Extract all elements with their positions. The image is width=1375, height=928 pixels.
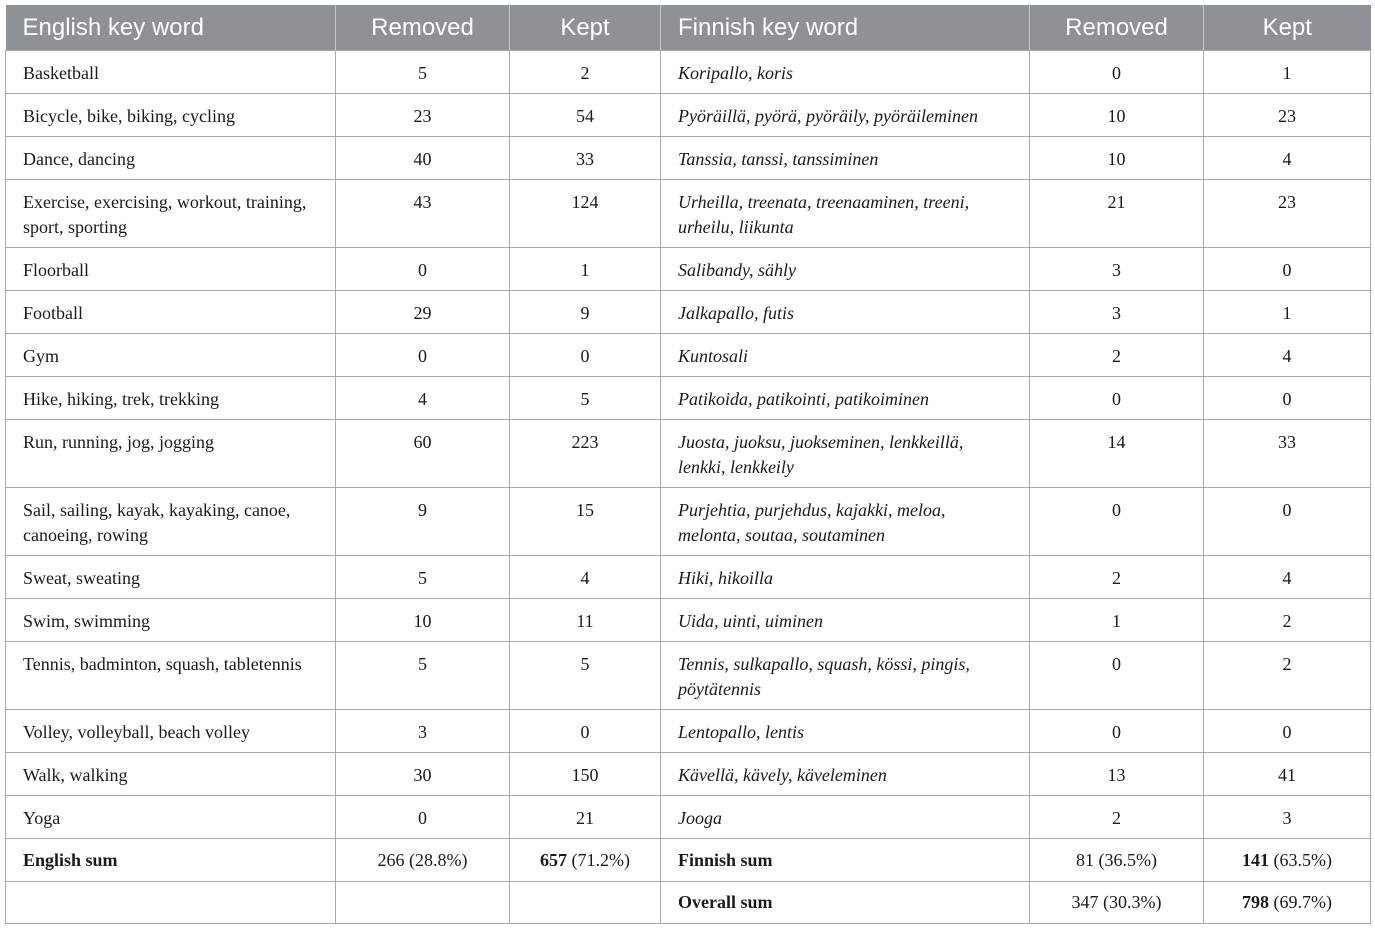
finnish-keyword-cell: Jooga	[661, 796, 1030, 839]
header-finnish-key-word: Finnish key word	[661, 5, 1030, 51]
finnish-kept-cell: 2	[1204, 599, 1371, 642]
finnish-kept-cell: 3	[1204, 796, 1371, 839]
english-removed-cell: 3	[336, 710, 510, 753]
table-row	[6, 334, 1371, 377]
english-keyword-cell: Sweat, sweating	[6, 556, 336, 599]
english-kept-cell: 223	[510, 420, 661, 488]
overall-sum-kept-count: 798	[1242, 892, 1269, 912]
english-kept-cell: 11	[510, 599, 661, 642]
english-keyword-cell: Yoga	[6, 796, 336, 839]
finnish-kept-cell: 23	[1204, 180, 1371, 248]
table-row	[6, 556, 1371, 599]
table-row	[6, 291, 1371, 334]
english-removed-cell: 23	[336, 94, 510, 137]
english-keyword-cell: Swim, swimming	[6, 599, 336, 642]
finnish-removed-cell: 2	[1030, 556, 1204, 599]
finnish-keyword-cell: Hiki, hikoilla	[661, 556, 1030, 599]
english-removed-cell: 0	[336, 796, 510, 839]
english-removed-cell: 0	[336, 334, 510, 377]
english-kept-cell: 5	[510, 377, 661, 420]
table-row	[6, 599, 1371, 642]
english-keyword-cell: Sail, sailing, kayak, kayaking, canoe, canoeing, rowing	[6, 488, 336, 556]
finnish-keyword-cell: Kuntosali	[661, 334, 1030, 377]
english-removed-cell: 4	[336, 377, 510, 420]
finnish-removed-cell: 3	[1030, 248, 1204, 291]
english-removed-cell: 10	[336, 599, 510, 642]
finnish-sum-kept-count: 141	[1242, 849, 1269, 870]
english-removed-cell: 40	[336, 137, 510, 180]
english-kept-cell: 9	[510, 291, 661, 334]
finnish-kept-cell: 0	[1204, 488, 1371, 556]
finnish-keyword-cell: Koripallo, koris	[661, 51, 1030, 94]
finnish-keyword-cell: Purjehtia, purjehdus, kajakki, meloa, melonta, soutaa, soutaminen	[661, 488, 1030, 556]
english-kept-cell: 0	[510, 710, 661, 753]
english-sum-label: English sum	[6, 839, 336, 882]
english-kept-cell: 21	[510, 796, 661, 839]
table-row	[6, 710, 1371, 753]
finnish-sum-kept	[1204, 839, 1371, 882]
finnish-keyword-cell: Uida, uinti, uiminen	[661, 599, 1030, 642]
sum-row	[6, 839, 1371, 882]
keyword-table	[5, 5, 1371, 924]
empty-cell	[510, 882, 661, 924]
header-en-removed: Removed	[336, 5, 510, 51]
finnish-keyword-cell: Salibandy, sähly	[661, 248, 1030, 291]
english-removed-cell: 5	[336, 642, 510, 710]
finnish-kept-cell: 33	[1204, 420, 1371, 488]
table-row	[6, 51, 1371, 94]
english-removed-cell: 5	[336, 556, 510, 599]
english-keyword-cell: Football	[6, 291, 336, 334]
overall-sum-row	[6, 882, 1371, 924]
english-keyword-cell: Run, running, jog, jogging	[6, 420, 336, 488]
header-fi-kept: Kept	[1204, 5, 1371, 51]
finnish-keyword-cell: Patikoida, patikointi, patikoiminen	[661, 377, 1030, 420]
english-kept-cell: 5	[510, 642, 661, 710]
overall-sum-label: Overall sum	[661, 882, 1030, 924]
english-keyword-cell: Gym	[6, 334, 336, 377]
finnish-sum-label: Finnish sum	[661, 839, 1030, 882]
finnish-keyword-cell: Jalkapallo, futis	[661, 291, 1030, 334]
finnish-kept-cell: 23	[1204, 94, 1371, 137]
finnish-removed-cell: 14	[1030, 420, 1204, 488]
english-keyword-cell: Exercise, exercising, workout, training, sport, sporting	[6, 180, 336, 248]
table-row	[6, 488, 1371, 556]
english-sum-kept-pct: (71.2%)	[571, 849, 630, 870]
header-english-key-word: English key word	[6, 5, 336, 51]
english-removed-cell: 60	[336, 420, 510, 488]
overall-sum-removed: 347 (30.3%)	[1030, 882, 1204, 924]
finnish-removed-cell: 2	[1030, 796, 1204, 839]
header-en-kept: Kept	[510, 5, 661, 51]
english-removed-cell: 43	[336, 180, 510, 248]
table-row	[6, 94, 1371, 137]
finnish-kept-cell: 4	[1204, 334, 1371, 377]
english-sum-kept	[510, 839, 661, 882]
finnish-removed-cell: 0	[1030, 377, 1204, 420]
english-removed-cell: 0	[336, 248, 510, 291]
empty-cell	[6, 882, 336, 924]
finnish-kept-cell: 4	[1204, 137, 1371, 180]
english-kept-cell: 33	[510, 137, 661, 180]
english-keyword-cell: Hike, hiking, trek, trekking	[6, 377, 336, 420]
finnish-sum-kept-pct: (63.5%)	[1273, 849, 1332, 870]
finnish-keyword-cell: Lentopallo, lentis	[661, 710, 1030, 753]
table-row	[6, 420, 1371, 488]
english-kept-cell: 150	[510, 753, 661, 796]
english-kept-cell: 2	[510, 51, 661, 94]
header-row	[6, 5, 1371, 51]
english-removed-cell: 29	[336, 291, 510, 334]
english-keyword-cell: Dance, dancing	[6, 137, 336, 180]
english-removed-cell: 5	[336, 51, 510, 94]
overall-sum-kept	[1204, 882, 1371, 924]
table-row	[6, 753, 1371, 796]
finnish-keyword-cell: Tanssia, tanssi, tanssiminen	[661, 137, 1030, 180]
english-keyword-cell: Bicycle, bike, biking, cycling	[6, 94, 336, 137]
finnish-removed-cell: 10	[1030, 137, 1204, 180]
english-removed-cell: 9	[336, 488, 510, 556]
finnish-removed-cell: 1	[1030, 599, 1204, 642]
finnish-kept-cell: 1	[1204, 291, 1371, 334]
english-kept-cell: 54	[510, 94, 661, 137]
english-keyword-cell: Volley, volleyball, beach volley	[6, 710, 336, 753]
table-row	[6, 642, 1371, 710]
english-kept-cell: 0	[510, 334, 661, 377]
finnish-removed-cell: 0	[1030, 642, 1204, 710]
finnish-kept-cell: 0	[1204, 710, 1371, 753]
table-body	[6, 51, 1371, 839]
overall-sum-kept-pct: (69.7%)	[1273, 892, 1332, 912]
english-keyword-cell: Floorball	[6, 248, 336, 291]
english-removed-cell: 30	[336, 753, 510, 796]
english-kept-cell: 124	[510, 180, 661, 248]
finnish-keyword-cell: Pyöräillä, pyörä, pyöräily, pyöräileminen	[661, 94, 1030, 137]
finnish-keyword-cell: Tennis, sulkapallo, squash, kössi, pingis, pöytätennis	[661, 642, 1030, 710]
finnish-removed-cell: 0	[1030, 488, 1204, 556]
finnish-removed-cell: 2	[1030, 334, 1204, 377]
finnish-kept-cell: 2	[1204, 642, 1371, 710]
english-sum-kept-count: 657	[540, 849, 567, 870]
finnish-kept-cell: 41	[1204, 753, 1371, 796]
finnish-removed-cell: 10	[1030, 94, 1204, 137]
empty-cell	[336, 882, 510, 924]
finnish-removed-cell: 21	[1030, 180, 1204, 248]
english-kept-cell: 1	[510, 248, 661, 291]
english-keyword-cell: Basketball	[6, 51, 336, 94]
header-fi-removed: Removed	[1030, 5, 1204, 51]
finnish-keyword-cell: Urheilla, treenata, treenaaminen, treeni, urheilu, liikunta	[661, 180, 1030, 248]
finnish-removed-cell: 0	[1030, 51, 1204, 94]
finnish-sum-removed: 81 (36.5%)	[1030, 839, 1204, 882]
finnish-kept-cell: 0	[1204, 248, 1371, 291]
table-row	[6, 377, 1371, 420]
english-sum-removed: 266 (28.8%)	[336, 839, 510, 882]
table-row	[6, 180, 1371, 248]
finnish-keyword-cell: Kävellä, kävely, käveleminen	[661, 753, 1030, 796]
finnish-removed-cell: 0	[1030, 710, 1204, 753]
finnish-keyword-cell: Juosta, juoksu, juokseminen, lenkkeillä, lenkki, lenkkeily	[661, 420, 1030, 488]
table-row	[6, 137, 1371, 180]
finnish-kept-cell: 1	[1204, 51, 1371, 94]
english-kept-cell: 15	[510, 488, 661, 556]
english-keyword-cell: Walk, walking	[6, 753, 336, 796]
finnish-removed-cell: 3	[1030, 291, 1204, 334]
finnish-kept-cell: 4	[1204, 556, 1371, 599]
table-row	[6, 796, 1371, 839]
english-kept-cell: 4	[510, 556, 661, 599]
table-row	[6, 248, 1371, 291]
english-keyword-cell: Tennis, badminton, squash, tabletennis	[6, 642, 336, 710]
finnish-removed-cell: 13	[1030, 753, 1204, 796]
finnish-kept-cell: 0	[1204, 377, 1371, 420]
